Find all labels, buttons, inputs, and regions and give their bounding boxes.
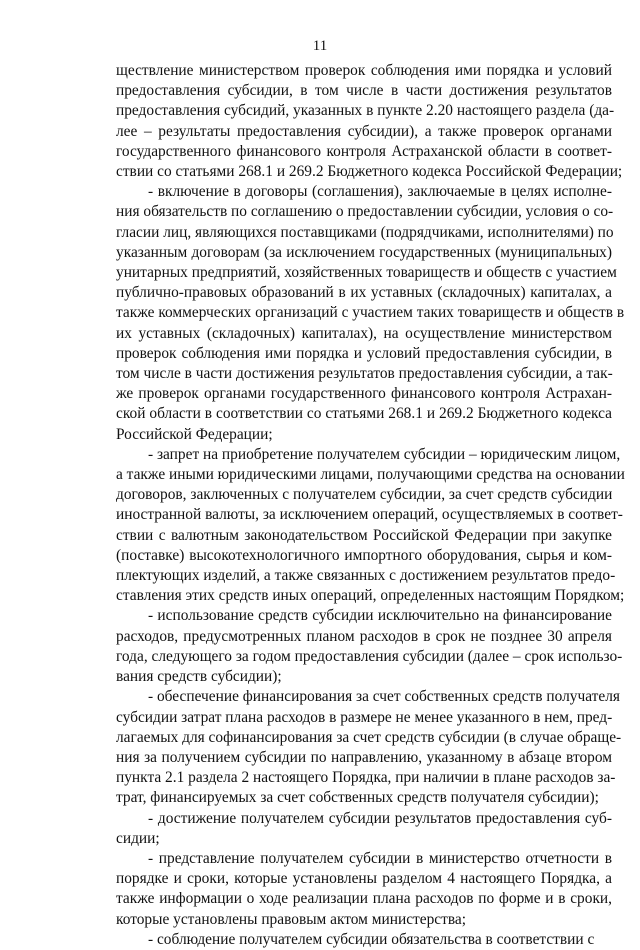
- text-line: - достижение получателем субсидии результатов предоставления суб-: [148, 809, 612, 827]
- text-line: - использование средств субсидии исключительно на финансирование: [148, 607, 612, 625]
- text-line: Российской Федерации;: [116, 425, 273, 443]
- text-line: пункта 2.1 раздела 2 настоящего Порядка, при наличии в плане расходов за-: [116, 769, 616, 787]
- text-line: а также иными юридическими лицами, получающими средства на основании: [116, 466, 625, 484]
- text-line: трат, финансируемых за счет собственных средств получателя субсидии);: [116, 789, 599, 807]
- text-line: предоставления субсидии, в том числе в части достижения результатов: [116, 82, 612, 100]
- text-line: ния за получением субсидии по направлению, указанному в абзаце втором: [116, 748, 612, 766]
- text-line: же проверок органами государственного финансового контроля Астрахан-: [116, 385, 612, 403]
- text-line: порядке и сроки, которые установлены разделом 4 настоящего Порядка, а: [116, 870, 612, 888]
- text-line: - соблюдение получателем субсидии обязательства в соответствии с: [148, 930, 595, 948]
- text-line: предоставления субсидий, указанных в пункте 2.20 настоящего раздела (да-: [116, 102, 615, 120]
- text-line: (поставке) высокотехнологичного импортного оборудования, сырья и ком-: [116, 546, 612, 564]
- paragraph: [116, 445, 625, 607]
- text-line: плектующих изделий, а также связанных с достижением результатов предо-: [116, 567, 616, 585]
- document-body: [116, 61, 625, 950]
- paragraph: [116, 606, 623, 687]
- paragraph: [116, 809, 612, 849]
- text-line: вания средств субсидии);: [116, 668, 282, 686]
- text-line: также коммерческих организаций с участием таких товариществ и обществ в: [116, 304, 625, 322]
- text-line: договоров, заключенных с получателем субсидии, за счет средств субсидии: [116, 486, 613, 504]
- text-line: лее – результаты предоставления субсидии), а также проверок органами: [116, 122, 612, 140]
- text-line: ния обязательств по соглашению о предоставлении субсидии, условия о со-: [116, 203, 614, 221]
- text-line: сидии;: [116, 829, 160, 847]
- paragraph: [116, 930, 612, 950]
- text-line: лагаемых для софинансирования за счет средств субсидии (в случае обраще-: [116, 728, 622, 746]
- text-line: субсидии затрат плана расходов в размере не менее указанного в нем, пред-: [116, 708, 613, 726]
- text-line: - представление получателем субсидии в министерство отчетности в: [148, 849, 612, 867]
- text-line: указанным договорам (за исключением государственных (муниципальных): [116, 243, 612, 261]
- text-line: ществление министерством проверок соблюдения ими порядка и условий: [116, 62, 612, 79]
- paragraph: [116, 687, 622, 808]
- text-line: также информации о ходе реализации плана расходов по форме и в сроки,: [116, 890, 612, 908]
- text-line: унитарных предприятий, хозяйственных товариществ и обществ с участием: [116, 264, 617, 282]
- text-line: их уставных (складочных) капиталах), на осуществление министерством: [116, 324, 612, 342]
- text-line: ской области в соответствии со статьями 268.1 и 269.2 Бюджетного кодекса: [116, 405, 612, 423]
- text-line: ставления этих средств иных операций, определенных настоящим Порядком;: [116, 587, 625, 605]
- text-line: ствии с валютным законодательством Российской Федерации при закупке: [116, 526, 612, 544]
- text-line: расходов, предусмотренных планом расходов в срок не позднее 30 апреля: [116, 627, 612, 645]
- text-line: государственного финансового контроля Астраханской области в соответ-: [116, 142, 612, 160]
- text-line: - запрет на приобретение получателем субсидии – юридическим лицом,: [148, 445, 621, 463]
- text-line: года, следующего за годом предоставления субсидии (далее – срок использо-: [116, 647, 623, 665]
- text-line: - обеспечение финансирования за счет собственных средств получателя: [148, 688, 620, 706]
- text-line: публично-правовых образований в их уставных (складочных) капиталах, а: [116, 284, 612, 302]
- page-number: 11: [312, 38, 328, 54]
- paragraph: [116, 849, 612, 930]
- text-line: - включение в договоры (соглашения), заключаемые в целях исполне-: [148, 183, 612, 201]
- text-line: проверок соблюдения ими порядка и условий предоставления субсидии, в: [116, 344, 612, 362]
- text-line: которые установлены правовым актом министерства;: [116, 910, 467, 928]
- text-line: гласии лиц, являющихся поставщиками (подрядчиками, исполнителями) по: [116, 223, 614, 241]
- text-line: ствии со статьями 268.1 и 269.2 Бюджетного кодекса Российской Федерации;: [116, 163, 623, 181]
- paragraph: [116, 61, 623, 182]
- text-line: иностранной валюты, за исключением операций, осуществляемых в соответ-: [116, 506, 623, 524]
- paragraph: [116, 182, 625, 445]
- text-line: том числе в части достижения результатов предоставления субсидии, а так-: [116, 365, 613, 383]
